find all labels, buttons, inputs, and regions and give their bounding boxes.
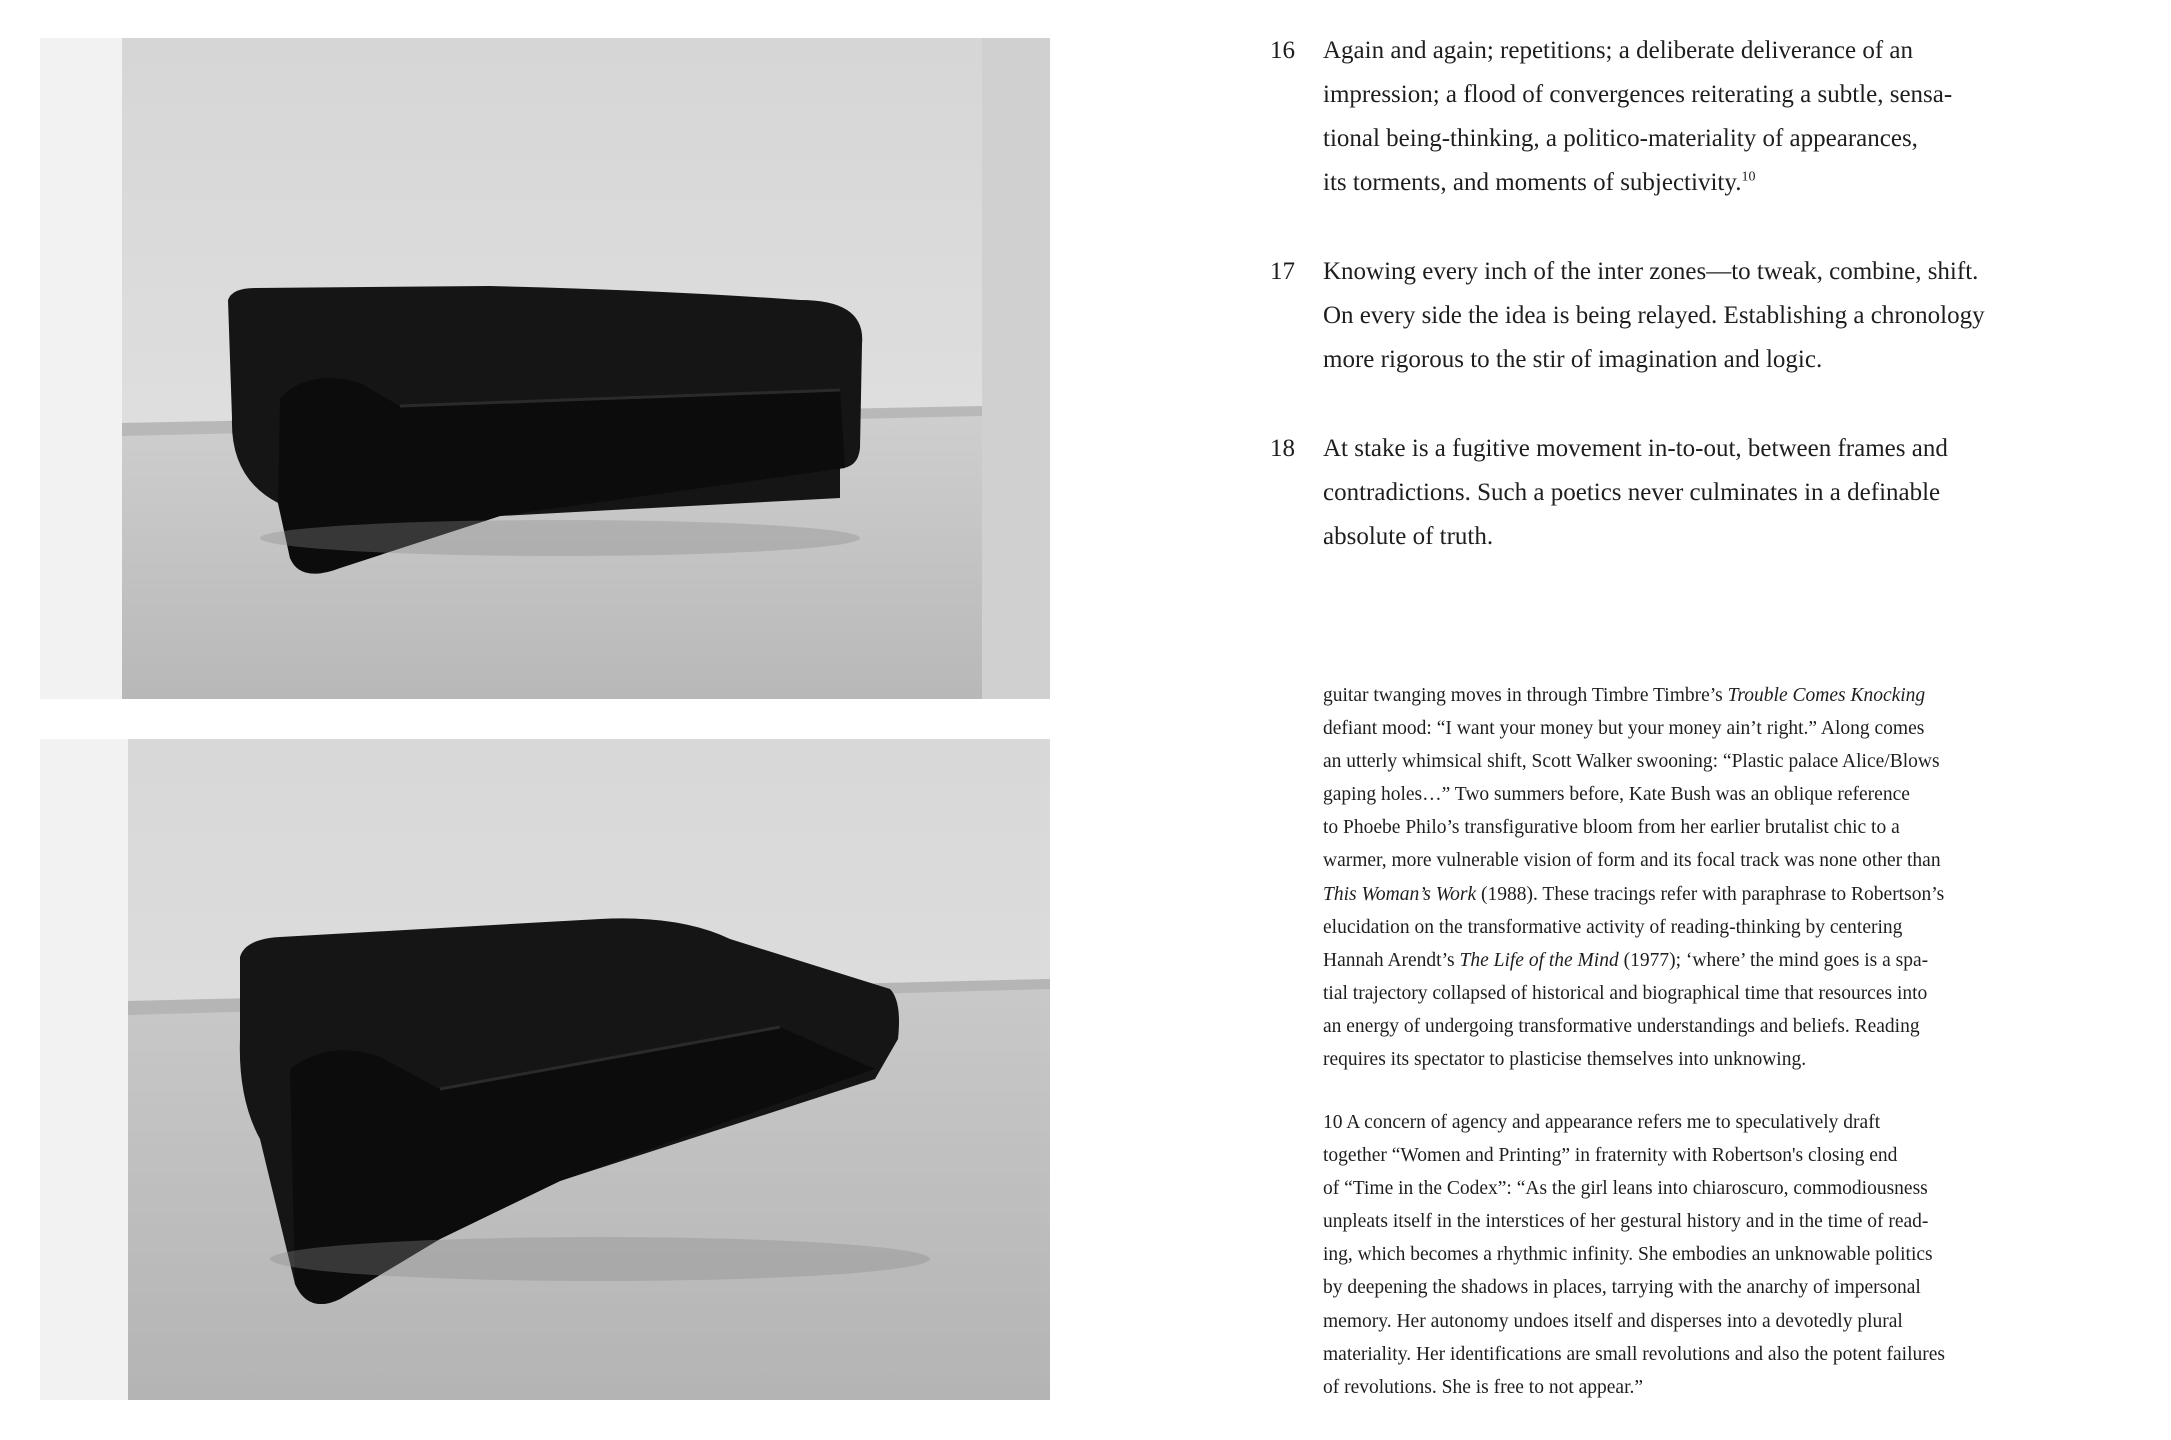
footnote-line: of revolutions. She is free to not appear.” bbox=[1323, 1376, 1644, 1398]
footnote-10 bbox=[1323, 1106, 2013, 1404]
paragraph-line: more rigorous to the stir of imagination and logic. bbox=[1323, 346, 1823, 373]
paragraph-line: tional being-thinking, a politico-materiality of appearances, bbox=[1323, 125, 1918, 152]
paragraph-line: contradictions. Such a poetics never culminates in a definable bbox=[1323, 479, 1941, 506]
body-line bbox=[1323, 679, 2013, 712]
body-line: requires its spectator to plasticise themselves into unknowing. bbox=[1323, 1049, 1807, 1071]
footnote-line: by deepening the shadows in places, tarrying with the anarchy of impersonal bbox=[1323, 1277, 1921, 1299]
body-line: gaping holes…” Two summers before, Kate Bush was an oblique reference bbox=[1323, 784, 1910, 806]
footnote-line: ing, which becomes a rhythmic infinity. She embodies an unknowable politics bbox=[1323, 1244, 1933, 1266]
paragraph-line: Knowing every inch of the inter zones—to tweak, combine, shift. bbox=[1323, 258, 1979, 285]
body-line: an utterly whimsical shift, Scott Walker swooning: “Plastic palace Alice/Blows bbox=[1323, 751, 1940, 773]
paragraph-line bbox=[1323, 161, 2023, 205]
paragraph-number: 17 bbox=[1270, 258, 1295, 285]
body-line-text: (1977); ‘where’ the mind goes is a spa- bbox=[1618, 949, 1929, 971]
sofa-photo-bottom-image bbox=[40, 739, 1050, 1400]
sofa-photo-top-image bbox=[40, 38, 1050, 699]
footnote-line: unpleats itself in the interstices of her gestural history and in the time of read- bbox=[1323, 1211, 1929, 1233]
paragraph-line-text: its torments, and moments of subjectivity. bbox=[1323, 169, 1742, 196]
paragraph-text bbox=[1323, 29, 2023, 205]
song-title: This Woman’s Work bbox=[1323, 883, 1477, 905]
footnote-line: together “Women and Printing” in fraternity with Robertson's closing end bbox=[1323, 1145, 1898, 1167]
footnote-line: materiality. Her identifications are small revolutions and also the potent failures bbox=[1323, 1343, 1946, 1365]
paragraph-number: 16 bbox=[1270, 37, 1295, 64]
body-line-text: (1988). These tracings refer with paraphrase to Robertson’s bbox=[1476, 883, 1945, 905]
sofa-photo-bottom bbox=[40, 739, 1050, 1400]
paragraph-number: 18 bbox=[1270, 435, 1295, 462]
body-line bbox=[1323, 944, 2013, 977]
paragraph-line: At stake is a fugitive movement in-to-out, between frames and bbox=[1323, 435, 1948, 462]
body-line: tial trajectory collapsed of historical and biographical time that resources into bbox=[1323, 982, 1928, 1004]
paragraph-line: Again and again; repetitions; a deliberate deliverance of an bbox=[1323, 37, 1914, 64]
paragraph-line: absolute of truth. bbox=[1323, 523, 1494, 550]
body-line: to Phoebe Philo’s transfigurative bloom from her earlier brutalist chic to a bbox=[1323, 817, 1900, 839]
song-title: Trouble Comes Knocking bbox=[1727, 685, 1926, 706]
book-title: The Life of the Mind bbox=[1459, 949, 1619, 971]
body-line-text: guitar twanging moves in through Timbre Timbre’s bbox=[1323, 685, 1728, 706]
body-line: defiant mood: “I want your money but your money ain’t right.” Along comes bbox=[1323, 718, 1925, 740]
body-line: an energy of undergoing transformative understandings and beliefs. Reading bbox=[1323, 1015, 1920, 1037]
footnote-reference: 10 bbox=[1741, 169, 1756, 185]
body-line: warmer, more vulnerable vision of form and its focal track was none other than bbox=[1323, 850, 1941, 872]
footnote-line: memory. Her autonomy undoes itself and disperses into a devotedly plural bbox=[1323, 1310, 1903, 1332]
body-line: elucidation on the transformative activity of reading-thinking by centering bbox=[1323, 916, 1903, 938]
body-text-block bbox=[1323, 679, 2013, 1076]
body-line bbox=[1323, 878, 2013, 911]
paragraph-line: impression; a flood of convergences reiterating a subtle, sensa- bbox=[1323, 81, 1953, 108]
footnote-line: of “Time in the Codex”: “As the girl leans into chiaroscuro, commodiousness bbox=[1323, 1178, 1928, 1200]
paragraph-line: On every side the idea is being relayed. Establishing a chronology bbox=[1323, 302, 1985, 329]
footnote-line: 10 A concern of agency and appearance refers me to speculatively draft bbox=[1323, 1112, 1881, 1133]
sofa-photo-top bbox=[40, 38, 1050, 699]
body-line-text: Hannah Arendt’s bbox=[1323, 949, 1460, 971]
paragraph-text bbox=[1323, 427, 2023, 559]
paragraph-text bbox=[1323, 250, 2023, 382]
